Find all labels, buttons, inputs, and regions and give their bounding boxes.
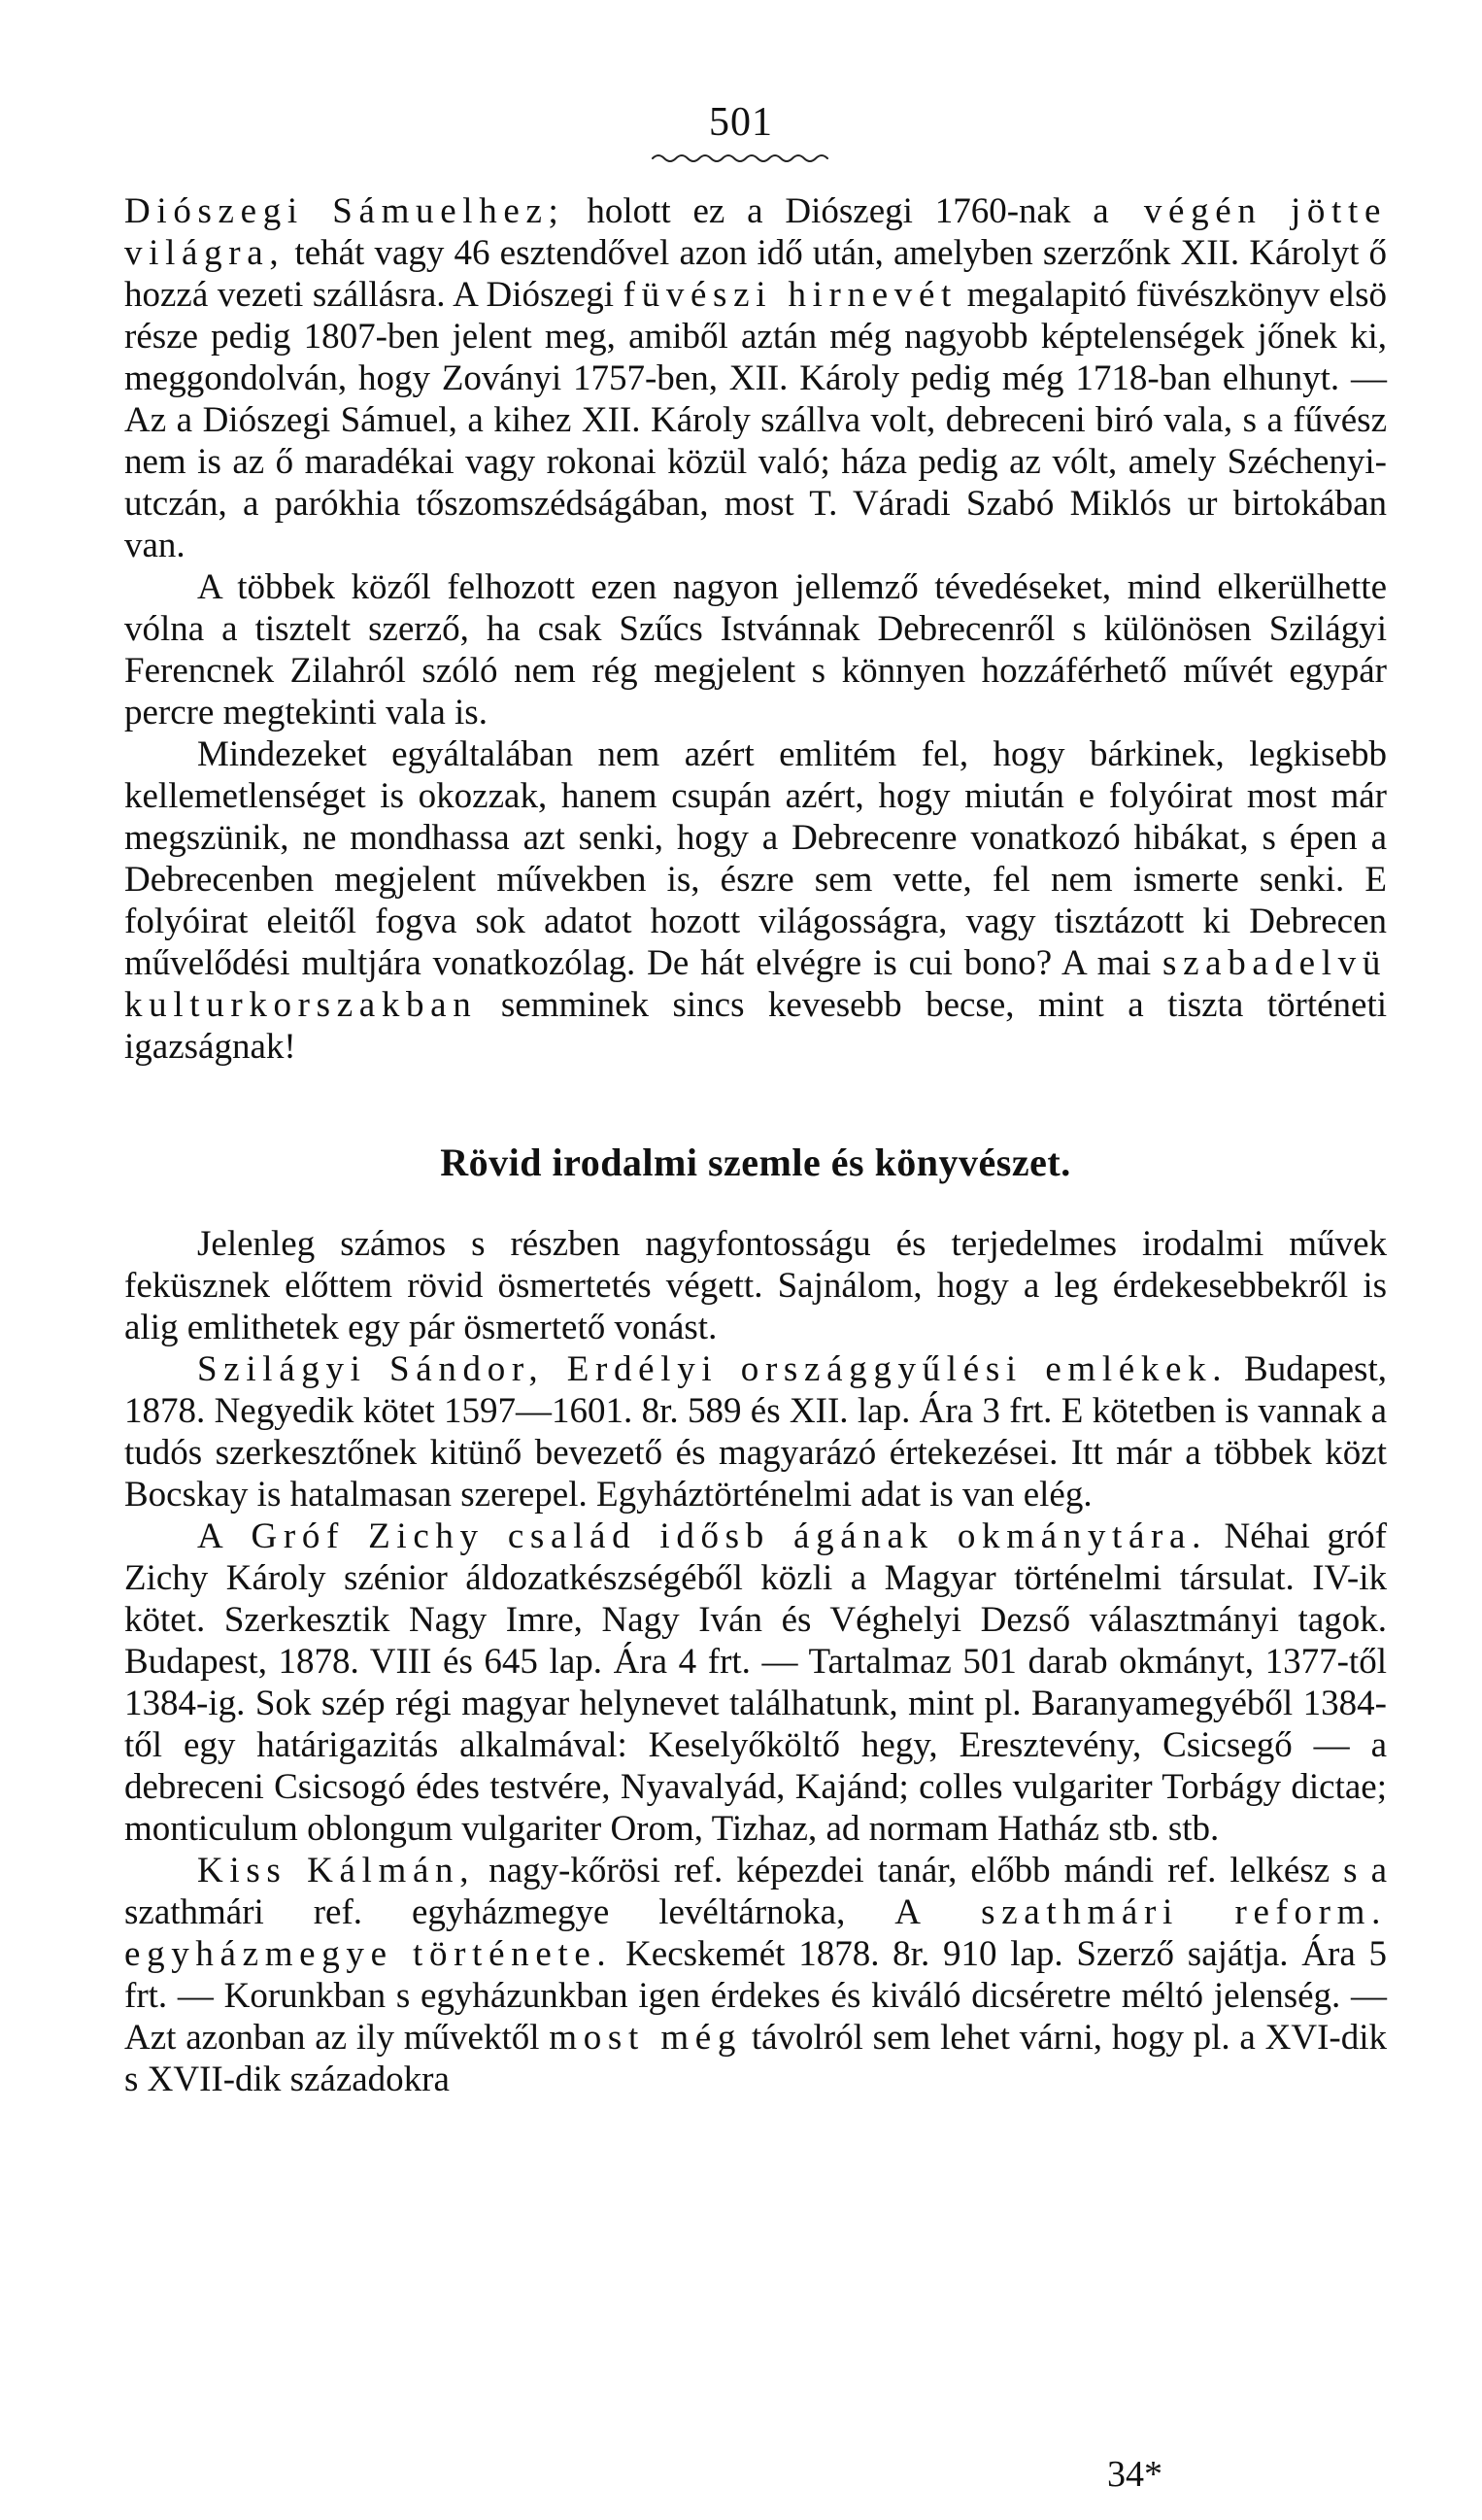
emphasized-text: Kiss Kálmán, [197, 1851, 476, 1890]
text-run: A többek közől felhozott ezen nagyon jellemző tévedéseket, mind elkerülhette vólna a tisztelt szerző, ha csak Szűcs Istvánnak Debrecenről s különösen Szilágyi Ferencnek Zilahról szóló nem rég megjelent s könnyen hozzáférhető művét egypár percre megtekinti vala is. [124, 567, 1387, 732]
text-run: semminek sincs kevesebb becse, mint a tiszta történeti igazságnak! [124, 985, 1387, 1067]
text-run: holott ez a Diószegi 1760-nak [564, 191, 1094, 231]
text-run: nagy-kőrösi ref. képezdei tanár, előbb mándi ref. lelkész s a szathmári ref. egyházmegye levéltárnoka, [124, 1851, 1387, 1932]
text-run: Jelenleg számos s részben nagyfontosságu és terjedelmes irodalmi művek feküsznek előttem rövid ösmertetés végett. Sajnálom, hogy a leg érdekesebbekről is alig emlithetek egy pár ösmertető vonást. [124, 1224, 1387, 1347]
text-run: Mindezeket egyáltalában nem azért emlitém fel, hogy bárkinek, legkisebb kellemetlenséget is okozzak, hanem csupán azért, hogy miután e folyóirat most már megszünik, ne mondhassa azt senki, hogy a Debrecenre vonatkozó hibákat, s épen a Debrecenben megjelent művekben is, észre sem vette, fel nem ismerte senki. E folyóirat eleitől fogva sok adatot hozott világosságra, vagy tisztázott ki Debrecen művelődési multjára vonatkozólag. De hát elvégre is cui bono? A mai [124, 734, 1387, 983]
emphasized-text: A szathmári reform. egyházmegye története. [124, 1892, 1387, 1974]
paragraph [124, 190, 1387, 566]
paragraph [124, 566, 1387, 733]
text-run: megalapitó füvészkönyv elsö része pedig 1807-ben jelent meg, amiből aztán még nagyobb képtelenségek jőnek ki, meggondolván, hogy Zoványi 1757-ben, XII. Károly pedig még 1718-ban elhunyt. — Az a Diószegi Sámuel, a kihez XII. Károly szállva volt, debreceni biró vala, s a fűvész nem is az ő maradékai vagy rokonai közül való; háza pedig az vólt, amely Széchenyi-utczán, a parókhia tőszomszédságában, most T. Váradi Szabó Miklós ur birtokában van. [124, 275, 1387, 565]
emphasized-text: szabadelvü kulturkorszakban [124, 943, 1387, 1025]
emphasized-text: a végén jötte világra, [124, 191, 1388, 273]
paragraph [124, 1348, 1387, 1515]
paragraph [124, 1850, 1387, 2100]
paragraph [124, 733, 1387, 1068]
emphasized-text: Diószegi Sámuelhez; [124, 191, 565, 231]
text-run: távolról sem lehet várni, hogy pl. a XVI-dik s XVII-dik századokra [124, 2018, 1387, 2099]
emphasized-text: Szilágyi Sándor, Erdélyi országgyűlési emlékek. [197, 1349, 1229, 1389]
text-run: tehát vagy 46 esztendővel azon idő után, amelyben szerzőnk XII. Károlyt ő hozzá vezeti szállásra. A Diószegi [124, 233, 1387, 315]
page-number: 501 [709, 100, 773, 145]
printer-signature: 34* [1107, 2454, 1162, 2495]
paragraph [124, 1223, 1387, 1348]
emphasized-text: most még [549, 2018, 743, 2058]
text-run: Budapest, 1878. Negyedik kötet 1597—1601. 8r. 589 és XII. lap. Ára 3 frt. E kötetben is vannak a tudós szerkesztőnek kitünő bevezető és magyarázó értekezései. Itt már a többek közt Bocskay is hatalmasan szerepel. Egyháztörténelmi adat is van elég. [124, 1349, 1387, 1515]
text-run: Néhai gróf Zichy Károly szénior áldozatkészségéből közli a Magyar történelmi társulat. IV-ik kötet. Szerkesztik Nagy Imre, Nagy Iván és Véghelyi Dezső választmányi tagok. Budapest, 1878. VIII és 645 lap. Ára 4 frt. — Tartalmaz 501 darab okmányt, 1377-től 1384-ig. Sok szép régi magyar helynevet találhatunk, mint pl. Baranyamegyéből 1384-től egy határigazitás alkalmával: Keselyőköltő hegy, Eresztevény, Csicsegő — a debreceni Csicsogó édes testvére, Nyavalyád, Kajánd; colles vulgariter Torbágy dictae; monticulum oblongum vulgariter Orom, Tizhaz, ad normam Hatház stb. stb. [124, 1516, 1387, 1849]
emphasized-text: füvészi hirnevét [623, 275, 958, 315]
section-heading: Rövid irodalmi szemle és könyvészet. [440, 1141, 1071, 1184]
text-run: Kecskemét 1878. 8r. 910 lap. Szerző sajátja. Ára 5 frt. — Korunkban s egyházunkban igen érdekes és kiváló dicséretre méltó jelenség. — Azt azonban az ily művektől [124, 1934, 1387, 2058]
document-body [124, 190, 1387, 2100]
page-number-ornament [651, 150, 835, 167]
emphasized-text: A Gróf Zichy család idősb ágának okmánytára. [197, 1516, 1208, 1556]
paragraph [124, 1515, 1387, 1850]
